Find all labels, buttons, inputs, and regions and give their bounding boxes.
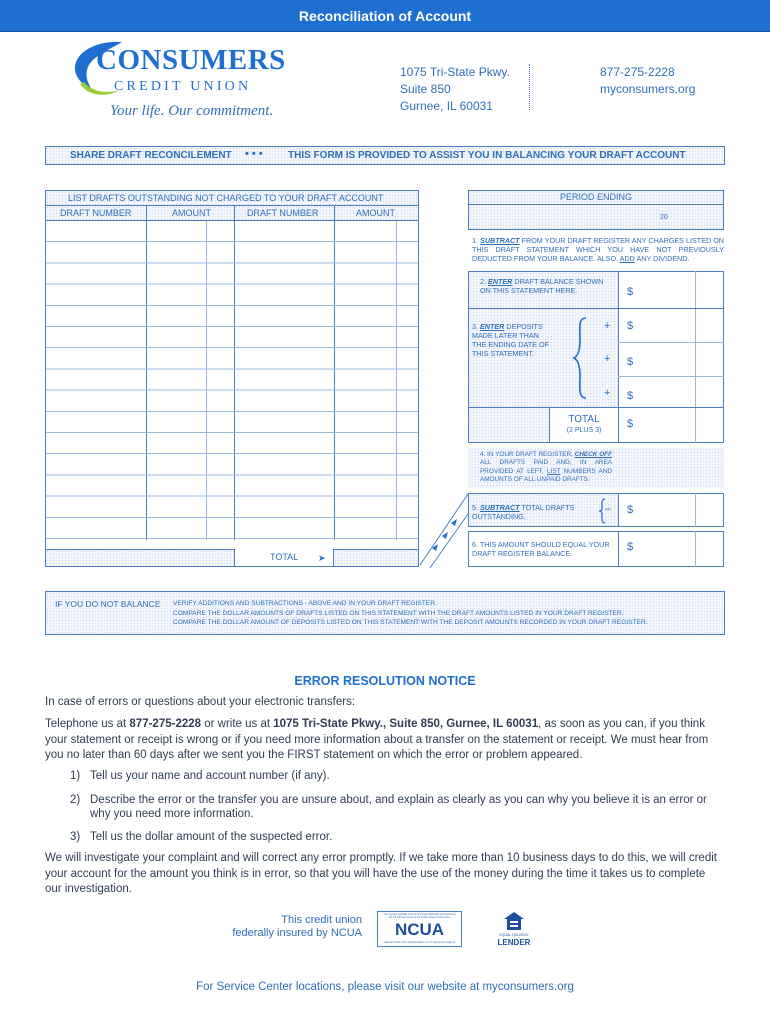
balance-line-1: VERIFY ADDITIONS AND SUBTRACTIONS - ABOVE AND IN YOUR DRAFT REGISTER.: [173, 600, 437, 607]
notice-p1-b: or write us at: [201, 718, 274, 730]
list-item-num: 2): [70, 793, 81, 806]
notice-p1-c: , as soon as you can, if you think your statement or receipt is wrong or if you need more information about a transfer on the statement or receipt. We must hear from you no later than 60 days after we sent you the FIRST statement on which the error or problem appeared.: [45, 718, 709, 762]
logo-wordmark: CONSUMERS: [96, 44, 286, 76]
plus-sign: +: [604, 320, 611, 332]
address-divider: [529, 64, 530, 110]
col-header-amount-1: AMOUNT: [172, 208, 211, 218]
ehl-bottom: LENDER: [497, 938, 531, 947]
notice-address: 1075 Tri-State Pkwy., Suite 850, Gurnee, IL 60031: [273, 718, 539, 730]
total-shade: [469, 408, 549, 442]
logo-tagline: Your life. Our commitment.: [110, 103, 274, 119]
insured-text: [200, 914, 362, 940]
step-3-text: [472, 322, 552, 358]
address-line-3: Gurnee, IL 60031: [400, 99, 493, 113]
cents-tick: [695, 271, 696, 443]
notice-list: [70, 769, 726, 844]
list-item-text: Tell us the dollar amount of the suspected error.: [90, 830, 333, 843]
step-5-body: TOTAL DRAFTS OUTSTANDING.: [472, 503, 575, 521]
ncua-fine-bottom: National Credit Union Administration, a U.S. Government Agency: [383, 941, 456, 944]
step-1-add: ADD: [619, 254, 635, 263]
step-4-key: CHECK OFF: [574, 451, 612, 458]
amount-col-line: [618, 493, 619, 527]
balance-line-2: COMPARE THE DOLLAR AMOUNTS OF DRAFTS LISTED ON THIS STATEMENT WITH THE DRAFT AMOUNTS LISTED IN YOUR DRAFT REGISTER.: [173, 609, 624, 617]
notice-phone: 877-275-2228: [129, 718, 202, 730]
plus-sign: +: [604, 387, 611, 399]
dollar-sign: $: [627, 286, 634, 298]
dollar-sign: $: [627, 418, 634, 430]
list-item: [70, 769, 726, 784]
step-5-text: [472, 503, 582, 521]
list-item-num: 1): [70, 770, 81, 782]
step-2-body: DRAFT BALANCE SHOWN ON THIS STATEMENT HERE.: [480, 277, 604, 295]
step-1-num: 1.: [472, 236, 478, 245]
ncua-fine-top: Your savings federally insured to at least $250,000 and backed by the full faith and credit of the United States Government: [383, 913, 456, 919]
banner-right: THIS FORM IS PROVIDED TO ASSIST YOU IN BALANCING YOUR DRAFT ACCOUNT: [288, 150, 686, 161]
step-2-num: 2.: [480, 277, 486, 286]
contact-phone: 877-275-2228: [600, 65, 675, 79]
connector-arrows-icon: [418, 490, 470, 570]
dollar-sign: $: [627, 320, 634, 332]
step-1-end: ANY DIVIDEND.: [636, 254, 690, 263]
banner-dots: • • •: [245, 148, 263, 160]
cents-tick: [695, 531, 696, 567]
address-line-1: 1075 Tri-State Pkwy.: [400, 65, 510, 79]
dollar-sign: $: [627, 390, 634, 402]
total-row: [46, 549, 418, 566]
ehl-top: EQUAL HOUSING: [499, 933, 529, 937]
list-item-text: Describe the error or the transfer you are unsure about, and explain as clearly as you can why you believe it is an error or why you need more information.: [90, 793, 707, 820]
notice-p1-a: Telephone us at: [45, 718, 130, 730]
step-2-key: ENTER: [488, 277, 513, 286]
period-year[interactable]: 20: [660, 214, 668, 221]
balance-label: IF YOU DO NOT BALANCE: [55, 599, 161, 609]
logo-subtitle: CREDIT UNION: [114, 79, 252, 94]
step-2-text: [480, 277, 605, 295]
minus-sign: –: [605, 503, 612, 515]
amount-col-line: [618, 531, 619, 567]
balance-instructions: [173, 599, 648, 628]
step-4-body-b: ALL DRAFTS PAID AND, IN AREA PROVIDED AT LEFT,: [480, 459, 612, 475]
steps-total-sub: (2 PLUS 3): [566, 427, 602, 434]
step-1-text: [472, 236, 724, 263]
period-ending-label: PERIOD ENDING: [559, 192, 632, 202]
step-4-body-a: IN YOUR DRAFT REGISTER,: [487, 451, 573, 458]
insured-line-1: This credit union: [281, 914, 362, 926]
dollar-sign: $: [627, 356, 634, 368]
col-header-amount-2: AMOUNT: [356, 208, 395, 218]
step-5-num: 5.: [472, 503, 478, 512]
notice-paragraph: [45, 717, 725, 764]
step-5-key: SUBTRACT: [480, 503, 520, 512]
drafts-total-label: TOTAL: [270, 552, 299, 562]
drafts-heading: LIST DRAFTS OUTSTANDING NOT CHARGED TO YOUR DRAFT ACCOUNT: [68, 193, 384, 203]
address-line-2: Suite 850: [400, 82, 451, 96]
list-item-text: Tell us your name and account number (if any).: [90, 770, 330, 782]
plus-sign: +: [604, 353, 611, 365]
row-divider: [618, 376, 724, 377]
dollar-sign: $: [627, 541, 634, 553]
list-item-num: 3): [70, 830, 81, 843]
banner-left: SHARE DRAFT RECONCILEMENT: [70, 150, 232, 161]
step-3-body: DEPOSITS MADE LATER THAN THE ENDING DATE OF THIS STATEMENT.: [472, 322, 549, 358]
step-4-num: 4.: [480, 451, 486, 458]
balance-line-3: COMPARE THE DOLLAR AMOUNT OF DEPOSITS LISTED ON THIS STATEMENT WITH THE DEPOSIT AMOUNTS RECORDED IN YOUR DRAFT REGISTER.: [173, 619, 648, 627]
period-divider: [468, 204, 724, 205]
total-arrow-icon: ➤: [318, 553, 326, 563]
page-title: Reconciliation of Account: [298, 8, 472, 24]
ncua-logo: NCUA: [394, 920, 445, 939]
total-col-line: [549, 407, 550, 443]
step-4-body-c: NUMBERS AND AMOUNTS OF ALL UNPAID DRAFTS.: [480, 467, 613, 484]
col-header-draft-number-1: DRAFT NUMBER: [60, 208, 132, 218]
table-rows: [46, 221, 418, 540]
footer-text: For Service Center locations, please visit our website at myconsumers.org: [196, 981, 574, 993]
contact-website[interactable]: myconsumers.org: [600, 82, 696, 96]
notice-title: ERROR RESOLUTION NOTICE: [294, 674, 476, 688]
step-3-num: 3.: [472, 322, 478, 331]
col-header-draft-number-2: DRAFT NUMBER: [247, 208, 319, 218]
notice-closing: We will investigate your complaint and will correct any error promptly. If we take more than 10 business days to do this, we will credit your account for the amount you think is in error, so that you will have the use of the money during the time it takes us to complete our investigation.: [45, 852, 717, 895]
brace-icon: [572, 316, 588, 400]
list-item: [70, 793, 726, 822]
cents-tick: [695, 493, 696, 527]
drafts-table: [45, 190, 419, 567]
step-1-body: FROM YOUR DRAFT REGISTER ANY CHARGES LISTED ON THIS DRAFT STATEMENT WHICH YOU HAVE NOT PREVIOUSLY DEDUCTED FROM YOUR BALANCE. ALSO,: [472, 236, 724, 263]
address-block: [400, 64, 510, 115]
step-6-text: 6. THIS AMOUNT SHOULD EQUAL YOUR DRAFT REGISTER BALANCE.: [472, 540, 610, 558]
step-4-key-2: LIST: [547, 467, 561, 475]
insured-line-2: federally insured by NCUA: [232, 927, 362, 939]
drafts-heading-divider: [46, 205, 418, 206]
notice-intro: In case of errors or questions about your electronic transfers:: [45, 696, 356, 708]
equal-housing-icon: [503, 911, 525, 931]
list-item: [70, 830, 726, 845]
contact-block: [600, 64, 695, 98]
row-divider: [618, 342, 724, 343]
dollar-sign: $: [627, 504, 634, 516]
row-divider: [468, 308, 724, 309]
step-1-key: SUBTRACT: [480, 236, 520, 245]
step-3-key: ENTER: [480, 322, 505, 331]
steps-total-label: TOTAL: [568, 414, 600, 425]
step-4-text: [480, 451, 612, 485]
